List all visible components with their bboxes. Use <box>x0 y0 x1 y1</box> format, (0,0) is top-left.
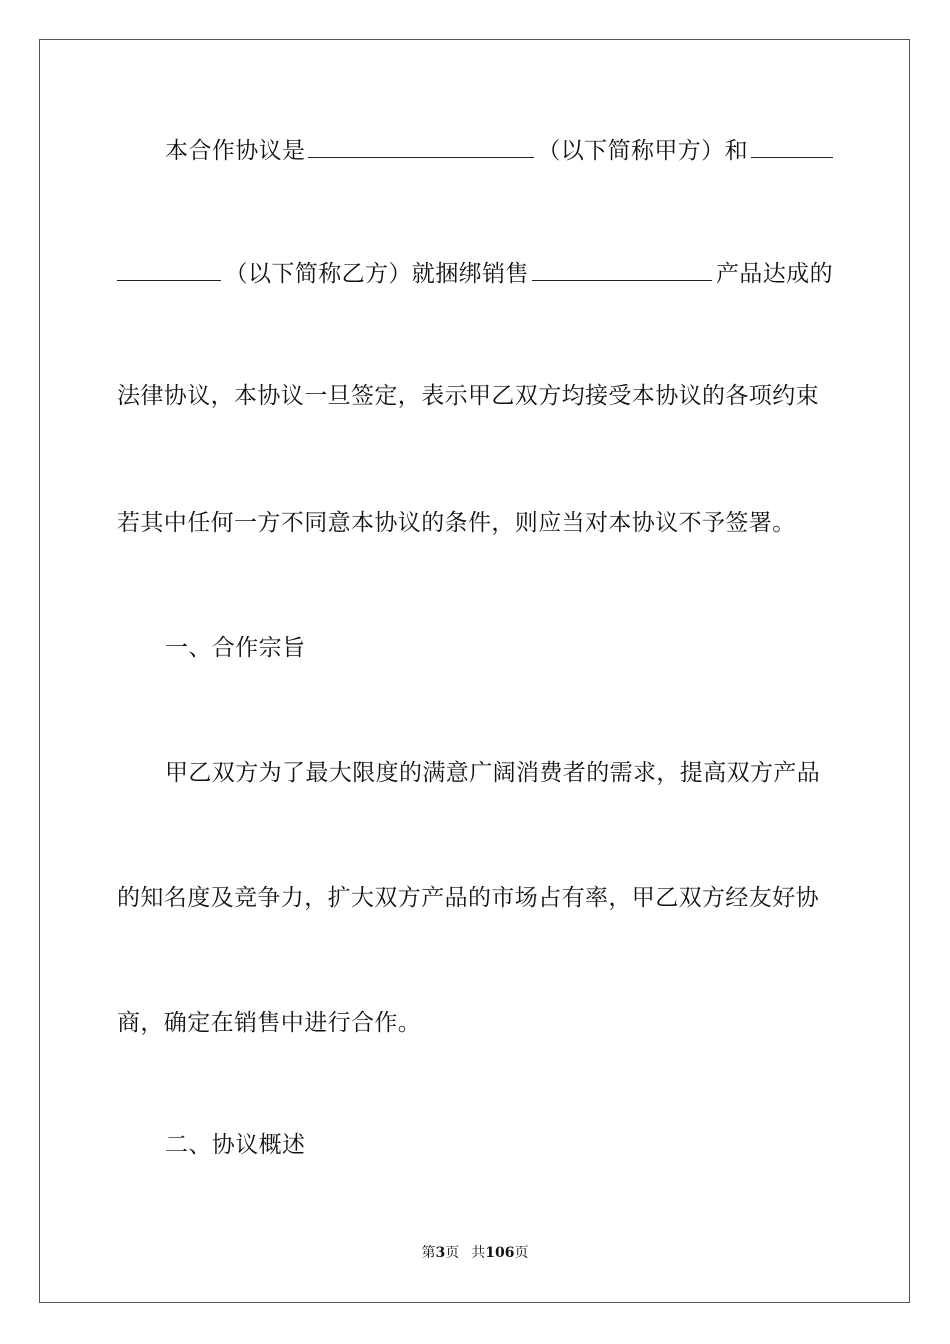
product-blank <box>532 258 712 281</box>
intro-line-2-text-a: （以下简称乙方）就捆绑销售 <box>224 261 529 287</box>
total-prefix: 共 <box>471 1245 486 1261</box>
total-suffix: 页 <box>514 1245 529 1261</box>
section-1-line-2: 的知名度及竞争力，扩大双方产品的市场占有率，甲乙双方经友好协 <box>117 885 819 911</box>
intro-line-1-text-a: 本合作协议是 <box>165 138 306 164</box>
page-border <box>39 39 910 1303</box>
intro-line-2-text-b: 产品达成的 <box>715 261 833 287</box>
page-number: 3 <box>435 1245 446 1261</box>
total-pages: 106 <box>485 1245 515 1261</box>
intro-line-1 <box>117 135 833 165</box>
section-1-heading: 一、合作宗旨 <box>165 635 306 661</box>
intro-line-2 <box>117 258 833 288</box>
page-suffix: 页 <box>445 1245 460 1261</box>
party-b-blank-start <box>751 135 833 158</box>
party-b-blank-end <box>117 258 221 281</box>
section-1-line-3: 商，确定在销售中进行合作。 <box>117 1010 422 1036</box>
page-prefix: 第 <box>421 1245 436 1261</box>
section-1-line-1: 甲乙双方为了最大限度的满意广阔消费者的需求，提高双方产品 <box>165 760 821 786</box>
intro-line-4: 若其中任何一方不同意本协议的条件，则应当对本协议不予签署。 <box>117 510 796 536</box>
party-a-blank <box>308 135 534 158</box>
section-2-heading: 二、协议概述 <box>165 1132 306 1158</box>
intro-line-1-text-b: （以下简称甲方）和 <box>537 138 748 164</box>
page-footer <box>0 1244 950 1262</box>
intro-line-3: 法律协议，本协议一旦签定，表示甲乙双方均接受本协议的各项约束 <box>117 383 819 409</box>
